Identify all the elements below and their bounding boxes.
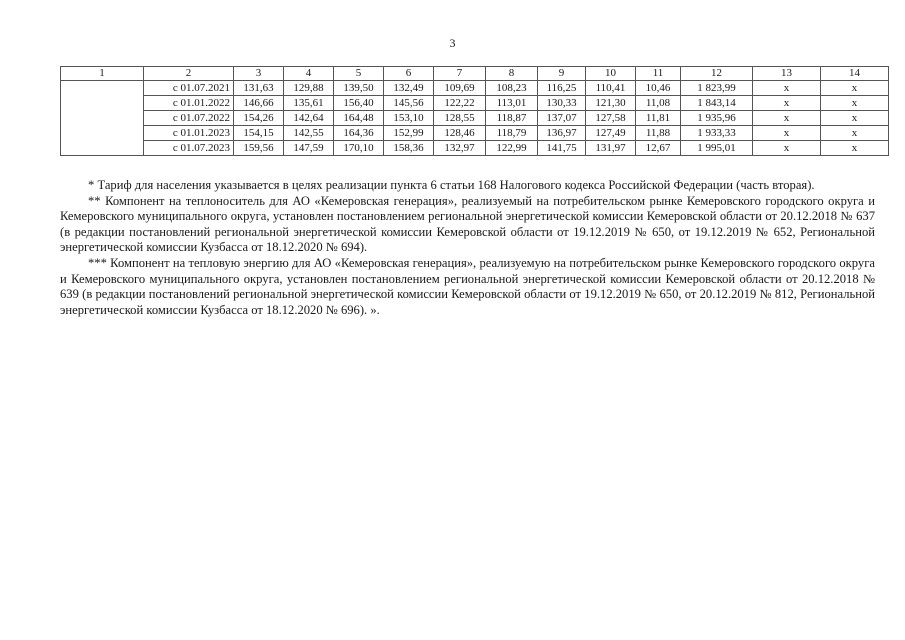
table-cell: х xyxy=(753,96,821,111)
column-header: 4 xyxy=(284,67,334,81)
table-cell: 164,36 xyxy=(334,126,384,141)
table-cell: 10,46 xyxy=(636,81,681,96)
table-header-row xyxy=(61,67,889,81)
table-cell: 122,22 xyxy=(434,96,486,111)
column-header: 6 xyxy=(384,67,434,81)
table-cell: 139,50 xyxy=(334,81,384,96)
column-header: 2 xyxy=(144,67,234,81)
table-cell-date: с 01.01.2023 xyxy=(144,126,234,141)
table-cell: 142,55 xyxy=(284,126,334,141)
table-cell: 1 995,01 xyxy=(681,141,753,156)
table-cell: х xyxy=(753,141,821,156)
table-cell: х xyxy=(753,111,821,126)
table-cell: 11,81 xyxy=(636,111,681,126)
table-cell: х xyxy=(753,81,821,96)
footnote-2: ** Компонент на теплоноситель для АО «Кемеровская генерация», реализуемый на потребительском рынке Кемеровского городского округа и Кемеровского муниципального округа, установлен постановлением региональной энергетической комиссии Кемеровской области от 20.12.2018 № 637 (в редакции постановлений региональной энергетической комиссии Кемеровской области от 19.12.2019 № 650, от 19.12.2019 № 652, Региональной энергетической комиссии Кузбасса от 18.12.2020 № 694). xyxy=(60,193,875,255)
column-header: 1 xyxy=(61,67,144,81)
table-cell: 152,99 xyxy=(384,126,434,141)
table-cell: 116,25 xyxy=(538,81,586,96)
footnotes xyxy=(60,178,875,318)
column-header: 11 xyxy=(636,67,681,81)
table-cell: х xyxy=(821,96,889,111)
table-cell: х xyxy=(753,126,821,141)
table-cell: 137,07 xyxy=(538,111,586,126)
table-cell-date: с 01.07.2023 xyxy=(144,141,234,156)
table-cell: 147,59 xyxy=(284,141,334,156)
table-cell: 128,46 xyxy=(434,126,486,141)
table-cell: 131,63 xyxy=(234,81,284,96)
table-cell: 159,56 xyxy=(234,141,284,156)
table-cell: х xyxy=(821,141,889,156)
table-cell: 142,64 xyxy=(284,111,334,126)
table-cell: 121,30 xyxy=(586,96,636,111)
table-cell: 145,56 xyxy=(384,96,434,111)
column-header: 9 xyxy=(538,67,586,81)
table-cell: 130,33 xyxy=(538,96,586,111)
column-header: 3 xyxy=(234,67,284,81)
table-cell-date: с 01.07.2022 xyxy=(144,111,234,126)
column-header: 5 xyxy=(334,67,384,81)
table-cell: 1 935,96 xyxy=(681,111,753,126)
table-cell: 170,10 xyxy=(334,141,384,156)
table-cell: 1 823,99 xyxy=(681,81,753,96)
table-cell: 146,66 xyxy=(234,96,284,111)
table-cell-date: с 01.01.2022 xyxy=(144,96,234,111)
table-cell: 158,36 xyxy=(384,141,434,156)
table-cell: 164,48 xyxy=(334,111,384,126)
table-row xyxy=(61,126,889,141)
table-cell: 156,40 xyxy=(334,96,384,111)
table-cell: 153,10 xyxy=(384,111,434,126)
footnote-1: * Тариф для населения указывается в целях реализации пункта 6 статьи 168 Налогового кодекса Российской Федерации (часть вторая). xyxy=(88,178,815,192)
table-cell: 132,97 xyxy=(434,141,486,156)
table-cell: 108,23 xyxy=(486,81,538,96)
table-cell: 11,88 xyxy=(636,126,681,141)
column-header: 12 xyxy=(681,67,753,81)
column-header: 8 xyxy=(486,67,538,81)
merged-empty-cell xyxy=(61,81,144,156)
table-cell-date: с 01.07.2021 xyxy=(144,81,234,96)
table-cell: 1 843,14 xyxy=(681,96,753,111)
table-cell: 154,15 xyxy=(234,126,284,141)
table-row xyxy=(61,141,889,156)
table-cell: 12,67 xyxy=(636,141,681,156)
table-cell: 141,75 xyxy=(538,141,586,156)
table-cell: 118,87 xyxy=(486,111,538,126)
table-cell: 132,49 xyxy=(384,81,434,96)
column-header: 13 xyxy=(753,67,821,81)
table-cell: х xyxy=(821,81,889,96)
column-header: 10 xyxy=(586,67,636,81)
table-cell: 135,61 xyxy=(284,96,334,111)
table-cell: 131,97 xyxy=(586,141,636,156)
table-cell: 118,79 xyxy=(486,126,538,141)
table-cell: 11,08 xyxy=(636,96,681,111)
table-row xyxy=(61,111,889,126)
table-cell: 136,97 xyxy=(538,126,586,141)
footnote-3: *** Компонент на тепловую энергию для АО «Кемеровская генерация», реализуемую на потребительском рынке Кемеровского городского округа и Кемеровского муниципального округа, установлен постановлением региональной энергетической комиссии Кемеровской области от 20.12.2018 № 639 (в редакции постановлений региональной энергетической комиссии Кемеровской области от 19.12.2019 № 650, от 20.12.2019 № 812, Региональной энергетической комиссии Кузбасса от 18.12.2020 № 696). ». xyxy=(60,255,875,317)
column-header: 14 xyxy=(821,67,889,81)
table-cell: 1 933,33 xyxy=(681,126,753,141)
page-number: 3 xyxy=(449,36,456,50)
table-cell: 128,55 xyxy=(434,111,486,126)
table-cell: 154,26 xyxy=(234,111,284,126)
table-cell: 129,88 xyxy=(284,81,334,96)
table-row xyxy=(61,96,889,111)
table-cell: 122,99 xyxy=(486,141,538,156)
table-cell: 127,49 xyxy=(586,126,636,141)
tariff-table xyxy=(60,66,889,156)
table-cell: 113,01 xyxy=(486,96,538,111)
table-cell: 110,41 xyxy=(586,81,636,96)
column-header: 7 xyxy=(434,67,486,81)
table-row xyxy=(61,81,889,96)
table-cell: х xyxy=(821,111,889,126)
table-cell: 127,58 xyxy=(586,111,636,126)
table-cell: х xyxy=(821,126,889,141)
table-cell: 109,69 xyxy=(434,81,486,96)
